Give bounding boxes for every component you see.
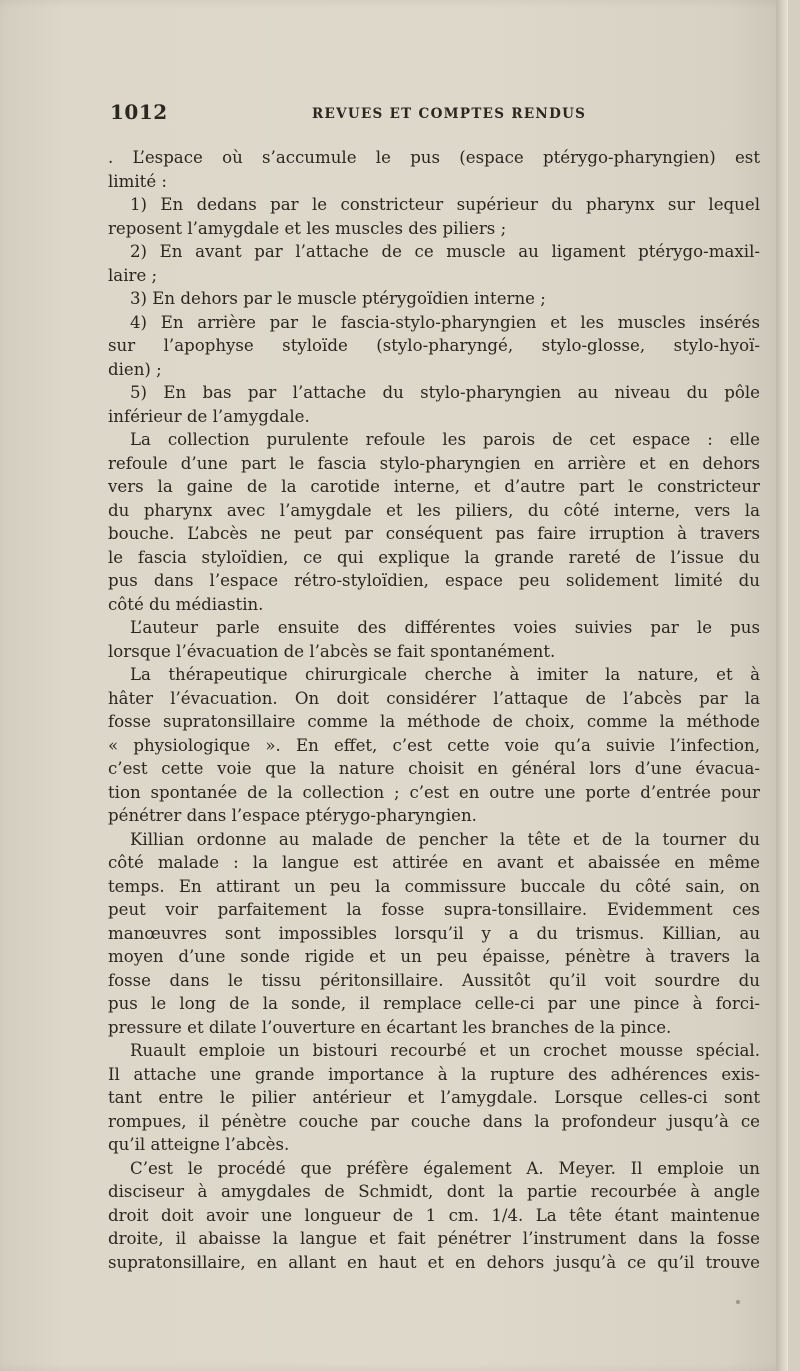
text-line: Il attache une grande importance à la rupture des adhérences exis- xyxy=(108,1064,760,1084)
text-line: laire ; xyxy=(108,265,158,285)
text-line: c’est cette voie que la nature choisit en général lors d’une évacua- xyxy=(108,759,760,778)
text-line: peut voir parfaitement la fosse supra-tonsillaire. Evidemment ces xyxy=(108,900,760,919)
text-line: 4) En arrière par le fascia-stylo-pharyngien et les muscles insérés xyxy=(130,312,760,332)
text-line: rompues, il pénètre couche par couche dans la profondeur jusqu’à ce xyxy=(108,1111,760,1131)
text-line: dien) ; xyxy=(108,359,162,379)
text-line: disciseur à amygdales de Schmidt, dont la partie recourbée à angle xyxy=(108,1182,760,1201)
text-line: Killian ordonne au malade de pencher la tête et de la tourner du xyxy=(130,829,760,849)
text-line: reposent l’amygdale et les muscles des piliers ; xyxy=(108,218,507,238)
text-line: bouche. L’abcès ne peut par conséquent pas faire irruption à travers xyxy=(108,524,760,543)
text-line: La thérapeutique chirurgicale cherche à imiter la nature, et à xyxy=(130,665,760,684)
text-line: pressure et dilate l’ouverture en écartant les branches de la pince. xyxy=(108,1017,672,1037)
text-line: côté du médiastin. xyxy=(108,594,264,614)
text-line: vers la gaine de la carotide interne, et d’autre part le constricteur xyxy=(108,477,760,496)
text-line: droit doit avoir une longueur de 1 cm. 1/4. La tête étant maintenue xyxy=(108,1205,760,1225)
text-line: L’auteur parle ensuite des différentes voies suivies par le pus xyxy=(130,618,760,637)
text-line: . L’espace où s’accumule le pus (espace ptérygo-pharyngien) est xyxy=(108,148,760,167)
text-line: côté malade : la langue est attirée en avant et abaissée en même xyxy=(108,853,760,872)
text-line: pénétrer dans l’espace ptérygo-pharyngien. xyxy=(108,806,477,825)
text-line: refoule d’une part le fascia stylo-pharyngien en arrière et en dehors xyxy=(108,453,760,473)
text-line: pus dans l’espace rétro-styloïdien, espace peu solidement limité du xyxy=(108,571,760,590)
text-line: C’est le procédé que préfère également A. Meyer. Il emploie un xyxy=(130,1158,760,1178)
text-line: lorsque l’évacuation de l’abcès se fait spontanément. xyxy=(108,641,556,661)
text-line: 1) En dedans par le constricteur supérieur du pharynx sur lequel xyxy=(130,195,760,214)
text-line: « physiologique ». En effet, c’est cette voie qu’a suivie l’infection, xyxy=(108,735,760,755)
text-line: droite, il abaisse la langue et fait pénétrer l’instrument dans la fosse xyxy=(108,1229,760,1248)
page-number: 1012 xyxy=(110,100,168,124)
text-line: du pharynx avec l’amygdale et les piliers, du côté interne, vers la xyxy=(108,500,760,520)
text-line: pus le long de la sonde, il remplace celle-ci par une pince à forci- xyxy=(108,994,760,1013)
text-line: hâter l’évacuation. On doit considérer l’attaque de l’abcès par la xyxy=(108,688,760,708)
text-line: La collection purulente refoule les parois de cet espace : elle xyxy=(130,430,760,449)
text-line: inférieur de l’amygdale. xyxy=(108,406,310,426)
text-line: le fascia styloïdien, ce qui explique la grande rareté de l’issue du xyxy=(108,547,760,567)
text-line: Ruault emploie un bistouri recourbé et un crochet mousse spécial. xyxy=(130,1041,760,1060)
text-line: fosse supratonsillaire comme la méthode de choix, comme la méthode xyxy=(108,712,760,731)
page-edge xyxy=(776,0,788,1371)
text-line: tant entre le pilier antérieur et l’amygdale. Lorsque celles-ci sont xyxy=(108,1088,760,1107)
text-line: tion spontanée de la collection ; c’est en outre une porte d’entrée pour xyxy=(108,782,760,802)
text-line: fosse dans le tissu péritonsillaire. Aussitôt qu’il voit sourdre du xyxy=(108,970,760,990)
text-line: moyen d’une sonde rigide et un peu épaisse, pénètre à travers la xyxy=(108,947,760,966)
text-line: supratonsillaire, en allant en haut et en dehors jusqu’à ce qu’il trouve xyxy=(108,1252,760,1272)
text-line: sur l’apophyse styloïde (stylo-pharyngé, stylo-glosse, stylo-hyoï- xyxy=(108,336,760,355)
text-line: limité : xyxy=(108,171,168,191)
text-line: 3) En dehors par le muscle ptérygoïdien interne ; xyxy=(130,289,546,308)
page-header xyxy=(110,100,760,126)
text-line: manœuvres sont impossibles lorsqu’il y a du trismus. Killian, au xyxy=(108,923,760,943)
text-line: 2) En avant par l’attache de ce muscle au ligament ptérygo-maxil- xyxy=(130,242,760,261)
text-line: temps. En attirant un peu la commissure buccale du côté sain, on xyxy=(108,876,760,896)
text-line: 5) En bas par l’attache du stylo-pharyngien au niveau du pôle xyxy=(130,383,760,402)
running-title: REVUES ET COMPTES RENDUS xyxy=(312,106,587,122)
body-text xyxy=(108,146,760,1274)
text-line: qu’il atteigne l’abcès. xyxy=(108,1135,290,1154)
ink-speck xyxy=(736,1300,740,1304)
